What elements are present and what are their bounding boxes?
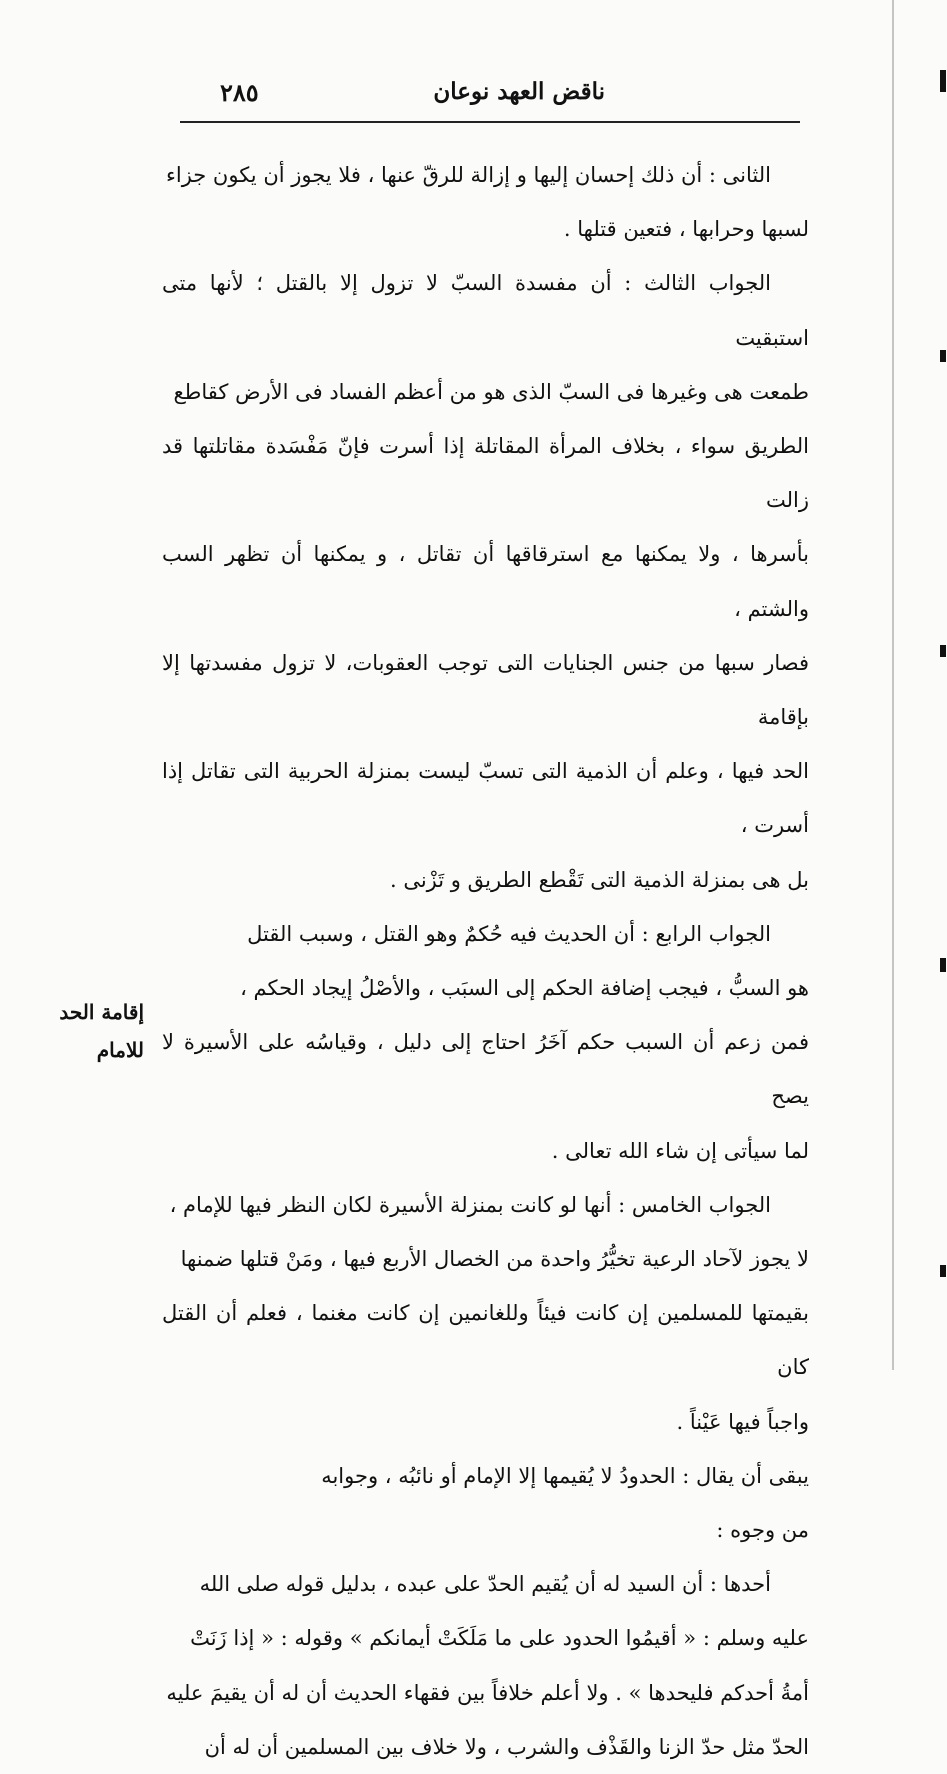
text-line: فصار سبها من جنس الجنايات التى توجب العقوبات، لا تزول مفسدتها إلا بإقامة <box>162 650 809 730</box>
main-text <box>162 148 809 1774</box>
page-number: ٢٨٥ <box>220 78 259 107</box>
scan-edge-mark <box>940 645 946 657</box>
scan-edge-mark <box>940 70 946 92</box>
margin-heading <box>44 993 144 1069</box>
text-line: أمةُ أحدكم فليحدها » . ولا أعلم خلافاً بين فقهاء الحديث أن له أن يقيمَ عليه <box>166 1680 809 1705</box>
text-line: طمعت هى وغيرها فى السبّ الذى هو من أعظم الفساد فى الأرض كقاطع <box>173 379 809 404</box>
binding-edge-line <box>892 0 894 1370</box>
text-line: الجواب الرابع : أن الحديث فيه حُكمٌ وهو القتل ، وسبب القتل <box>247 921 771 946</box>
text-line: يبقى أن يقال : الحدودُ لا يُقيمها إلا الإمام أو نائبُه ، وجوابه <box>321 1463 809 1488</box>
text-line: الثانى : أن ذلك إحسان إليها و إزالة للرقّ عنها ، فلا يجوز أن يكون جزاء <box>165 163 771 187</box>
scan-edge-mark <box>940 350 946 362</box>
text-line: بأسرها ، ولا يمكنها مع استرقاقها أن تقاتل ، و يمكنها أن تظهر السب والشتم ، <box>162 542 809 621</box>
text-line: أحدها : أن السيد له أن يُقيم الحدّ على عبده ، بدليل قوله صلى الله <box>199 1572 771 1597</box>
text-line: من وجوه : <box>716 1518 809 1543</box>
text-line: لا يجوز لآحاد الرعية تخيُّرُ واحدة من الخصال الأربع فيها ، ومَنْ قتلها ضمنها <box>180 1247 809 1272</box>
running-title: ناقض العهد نوعان <box>433 78 605 105</box>
margin-heading-line: للامام <box>96 1038 144 1062</box>
text-line: الجواب الخامس : أنها لو كانت بمنزلة الأسيرة لكان النظر فيها للإمام ، <box>169 1192 771 1217</box>
text-line: بل هى بمنزلة الذمية التى تَقْطع الطريق و تَزْنى . <box>389 867 809 892</box>
text-line: واجباً فيها عَيْناً . <box>676 1409 809 1434</box>
text-line: لسبها وحرابها ، فتعين قتلها . <box>563 217 809 242</box>
text-line: هو السبُّ ، فيجب إضافة الحكم إلى السبَب ، والأصْلُ إيجاد الحكم ، <box>240 976 809 1001</box>
page-header <box>180 78 795 114</box>
text-line: الجواب الثالث : أن مفسدة السبّ لا تزول إلا بالقتل ؛ لأنها متى استبقيت <box>162 271 809 350</box>
header-rule <box>180 121 800 123</box>
scan-edge-mark <box>940 958 946 972</box>
text-line: بقيمتها للمسلمين إن كانت فيئاً وللغانمين إن كانت مغنما ، فعلم أن القتل كان <box>162 1301 809 1380</box>
text-line: عليه وسلم : « أقيمُوا الحدود على ما مَلَكَتْ أيمانكم » وقوله : « إذا زَنَتْ <box>190 1626 809 1651</box>
scan-edge-mark <box>940 1265 946 1277</box>
text-line: الطريق سواء ، بخلاف المرأة المقاتلة إذا أسرت فإنّ مَفْسَدة مقاتلتها قد زالت <box>162 434 809 513</box>
text-line: فمن زعم أن السبب حكم آخَرُ احتاج إلى دليل ، وقياسُه على الأسيرة لا يصح <box>162 1030 809 1109</box>
text-line: الحد فيها ، وعلم أن الذمية التى تسبّ ليست بمنزلة الحربية التى تقاتل إذا أسرت ، <box>162 759 809 838</box>
text-line: الحدّ مثل حدّ الزنا والقَذْف والشرب ، ولا خلاف بين المسلمين أن له أن <box>204 1734 809 1759</box>
text-line: لما سيأتى إن شاء الله تعالى . <box>551 1138 809 1163</box>
margin-heading-line: إقامة الحد <box>59 1000 144 1024</box>
